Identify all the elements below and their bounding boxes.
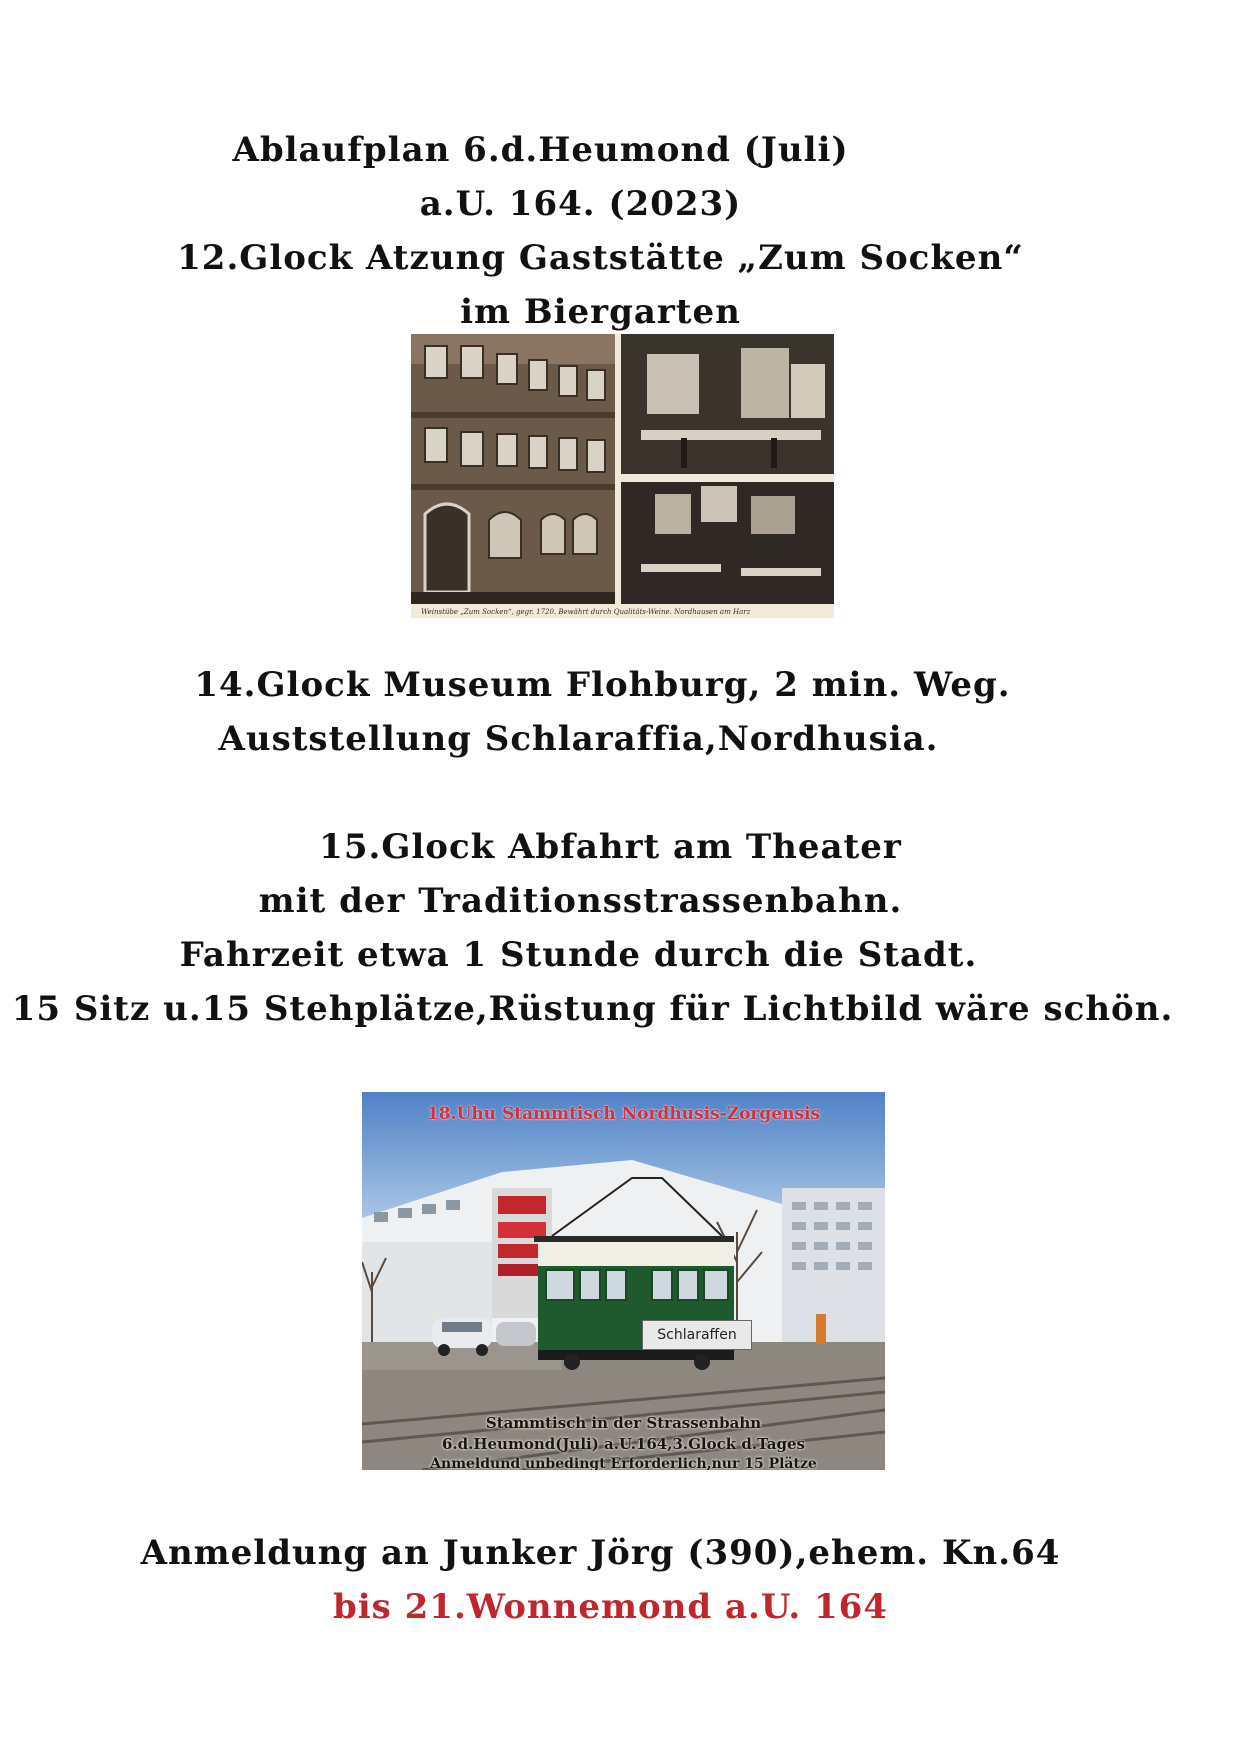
deadline-line: bis 21.Wonnemond a.U. 164: [332, 1587, 888, 1627]
postcard-caption: Weinstübe „Zum Socken“, gegr. 1720. Bewährt durch Qualitäts-Weine. Nordhausen am Harz: [421, 608, 751, 616]
departure-line: 15.Glock Abfahrt am Theater: [319, 827, 902, 867]
tram-destination-sign: Schlaraffen: [642, 1320, 752, 1350]
seats-line: 15 Sitz u.15 Stehplätze,Rüstung für Lichtbild wäre schön.: [11, 989, 1174, 1029]
photo-caption-line-1: Stammtisch in der Strassenbahn: [485, 1414, 762, 1432]
historic-postcard-image: [411, 334, 834, 618]
exhibition-line: Auststellung Schlaraffia,Nordhusia.: [218, 719, 939, 759]
tram-photo: [362, 1092, 885, 1470]
title-line-1: Ablaufplan 6.d.Heumond (Juli): [232, 130, 849, 170]
photo-caption-line-3: Anmeldund unbedingt Erforderlich,nur 15 Plätze: [430, 1456, 817, 1470]
title-line-2: a.U. 164. (2023): [419, 184, 742, 224]
photo-title-overlay: 18.Uhu Stammtisch Nordhusis-Zorgensis: [426, 1104, 821, 1124]
photo-caption-line-2: 6.d.Heumond(Juli) a.U.164,3.Glock d.Tages: [441, 1435, 806, 1453]
meal-line: 12.Glock Atzung Gaststätte „Zum Socken“: [177, 238, 1024, 278]
registration-line: Anmeldung an Junker Jörg (390),ehem. Kn.64: [140, 1533, 1061, 1573]
duration-line: Fahrzeit etwa 1 Stunde durch die Stadt.: [179, 935, 978, 975]
museum-line: 14.Glock Museum Flohburg, 2 min. Weg.: [194, 665, 1011, 705]
beer-garden-line: im Biergarten: [460, 292, 741, 332]
tram-line: mit der Traditionsstrassenbahn.: [258, 881, 903, 921]
